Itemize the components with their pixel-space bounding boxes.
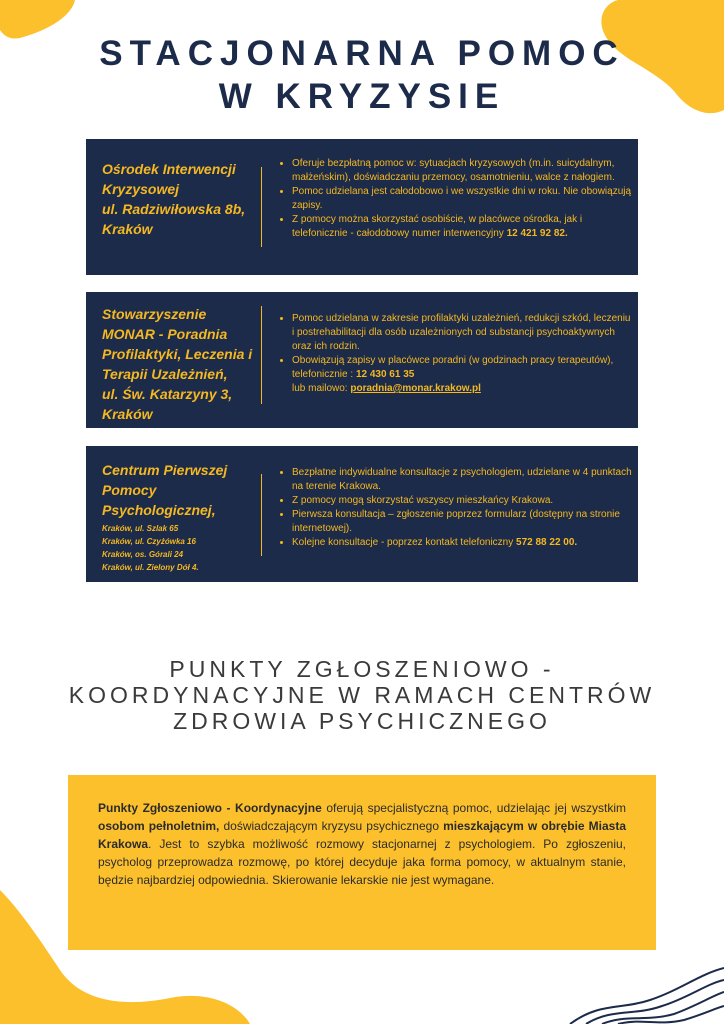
card-2-name-line: Kraków [102,406,153,422]
card-2-divider [261,306,262,404]
bullet-item [292,213,632,241]
subtitle-line-2: KOORDYNACYJNE W RAMACH CENTRÓW [68,682,656,708]
card-centrum-pierwszej-pomocy [86,446,638,582]
info-bold-2: osobom pełnoletnim, [98,819,220,833]
title-line-1: STACJONARNA POMOC [99,34,625,73]
card-3-name [102,460,272,520]
card-2-name-line: Profilaktyki, Leczenia i [102,346,253,362]
address-line: Kraków, ul. Czyżówka 16 [102,537,196,546]
bullet-text: Kolejne konsultacje - poprzez kontakt telefoniczny [292,537,517,548]
card-2-phone: 12 430 61 35 [355,369,415,380]
card-3-addresses [102,522,199,574]
bullet-item [292,536,632,550]
card-1-phone: 12 421 92 82. [506,228,568,239]
card-1-name [102,159,252,239]
card-3-name-line: Pomocy Psychologicznej, [102,482,216,518]
subtitle-line-1: PUNKTY ZGŁOSZENIOWO - [169,656,555,682]
card-osrodek-interwencji [86,139,638,275]
bullet-item: • Bezpłatne indywidualne konsultacje z psychologiem, udzielane w 4 punktach na terenie Krakowa. [292,466,632,494]
card-2-name-line: ul. Św. Katarzyny 3, [102,386,233,402]
card-3-bullets [276,466,632,550]
title-line-2: W KRYZYSIE [218,77,506,116]
info-bold-1: Punkty Zgłoszeniowo - Koordynacyjne [98,801,322,815]
card-1-bullets [276,157,632,241]
email-prefix: lub mailowo: [292,383,351,394]
bullet-item: • Pomoc udzielana jest całodobowo i we wszystkie dni w roku. Nie obowiązują zapisy. [292,185,632,213]
bullet-item: • Pomoc udzielana w zakresie profilaktyki uzależnień, redukcji szkód, leczeniu i postrehabilitacji dla osób uzależnionych od substancji psychoaktywnych oraz ich rodzin. [292,312,632,354]
card-2-name-line: MONAR - Poradnia [102,326,228,342]
card-3-name-line: Centrum Pierwszej [102,462,228,478]
bullet-item: • Pierwsza konsultacja – zgłoszenie poprzez formularz (dostępny na stronie internetowej). [292,508,632,536]
bullet-item: • Z pomocy mogą skorzystać wszyscy mieszkańcy Krakowa. [292,494,632,508]
card-1-name-line: ul. Radziwiłowska 8b, [102,201,246,217]
bullet-item [292,354,632,396]
card-2-bullets [276,312,632,396]
card-1-name-line: Ośrodek Interwencji [102,161,236,177]
card-3-divider [261,474,262,556]
address-line: Kraków, ul. Zielony Dół 4. [102,563,199,572]
card-1-divider [261,167,262,247]
info-text-2: doświadczającym kryzysu psychicznego [219,819,444,833]
info-box [68,775,656,950]
section-subtitle [0,656,724,734]
card-1-name-line: Kraków [102,221,153,237]
page-title [0,32,724,118]
info-paragraph [98,799,626,889]
card-2-email-link[interactable]: poradnia@monar.krakow.pl [350,383,481,394]
card-1-name-line: Kryzysowej [102,181,180,197]
subtitle-line-3: ZDROWIA PSYCHICZNEGO [173,708,551,734]
card-2-name [102,304,262,424]
waves-bottom-right [540,944,724,1024]
bullet-text: Obowiązują zapisy w placówce poradni (w godzinach pracy terapeutów), telefonicznie : [292,355,614,380]
address-line: Kraków, os. Górali 24 [102,550,184,559]
card-monar [86,292,638,428]
bullet-item: • Oferuje bezpłatną pomoc w: sytuacjach kryzysowych (m.in. suicydalnym, małżeńskim), doświadczaniu przemocy, osamotnieniu, walce z nałogiem. [292,157,632,185]
info-text-3: . Jest to szybka możliwość rozmowy stacjonarnej z psychologiem. Po zgłoszeniu, psycholog przeprowadza rozmowę, po której decyduje jaka forma pomocy, w aktualnym stanie, będzie najbardziej odpowiednia. Skierowanie lekarskie nie jest wymagane. [98,837,626,887]
card-3-phone: 572 88 22 00. [516,537,578,548]
info-text-1: oferują specjalistyczną pomoc, udzielając jej wszystkim [321,801,626,815]
bullet-text: Z pomocy można skorzystać osobiście, w placówce ośrodka, jak i telefonicznie - całodobowy numer interwencyjny [292,214,583,239]
card-2-name-line: Terapii Uzależnień, [102,366,228,382]
info-bold-3: mieszkającym w obrębie Miasta Krakowa [98,819,627,851]
address-line: Kraków, ul. Szlak 65 [102,524,179,533]
card-2-name-line: Stowarzyszenie [102,306,207,322]
